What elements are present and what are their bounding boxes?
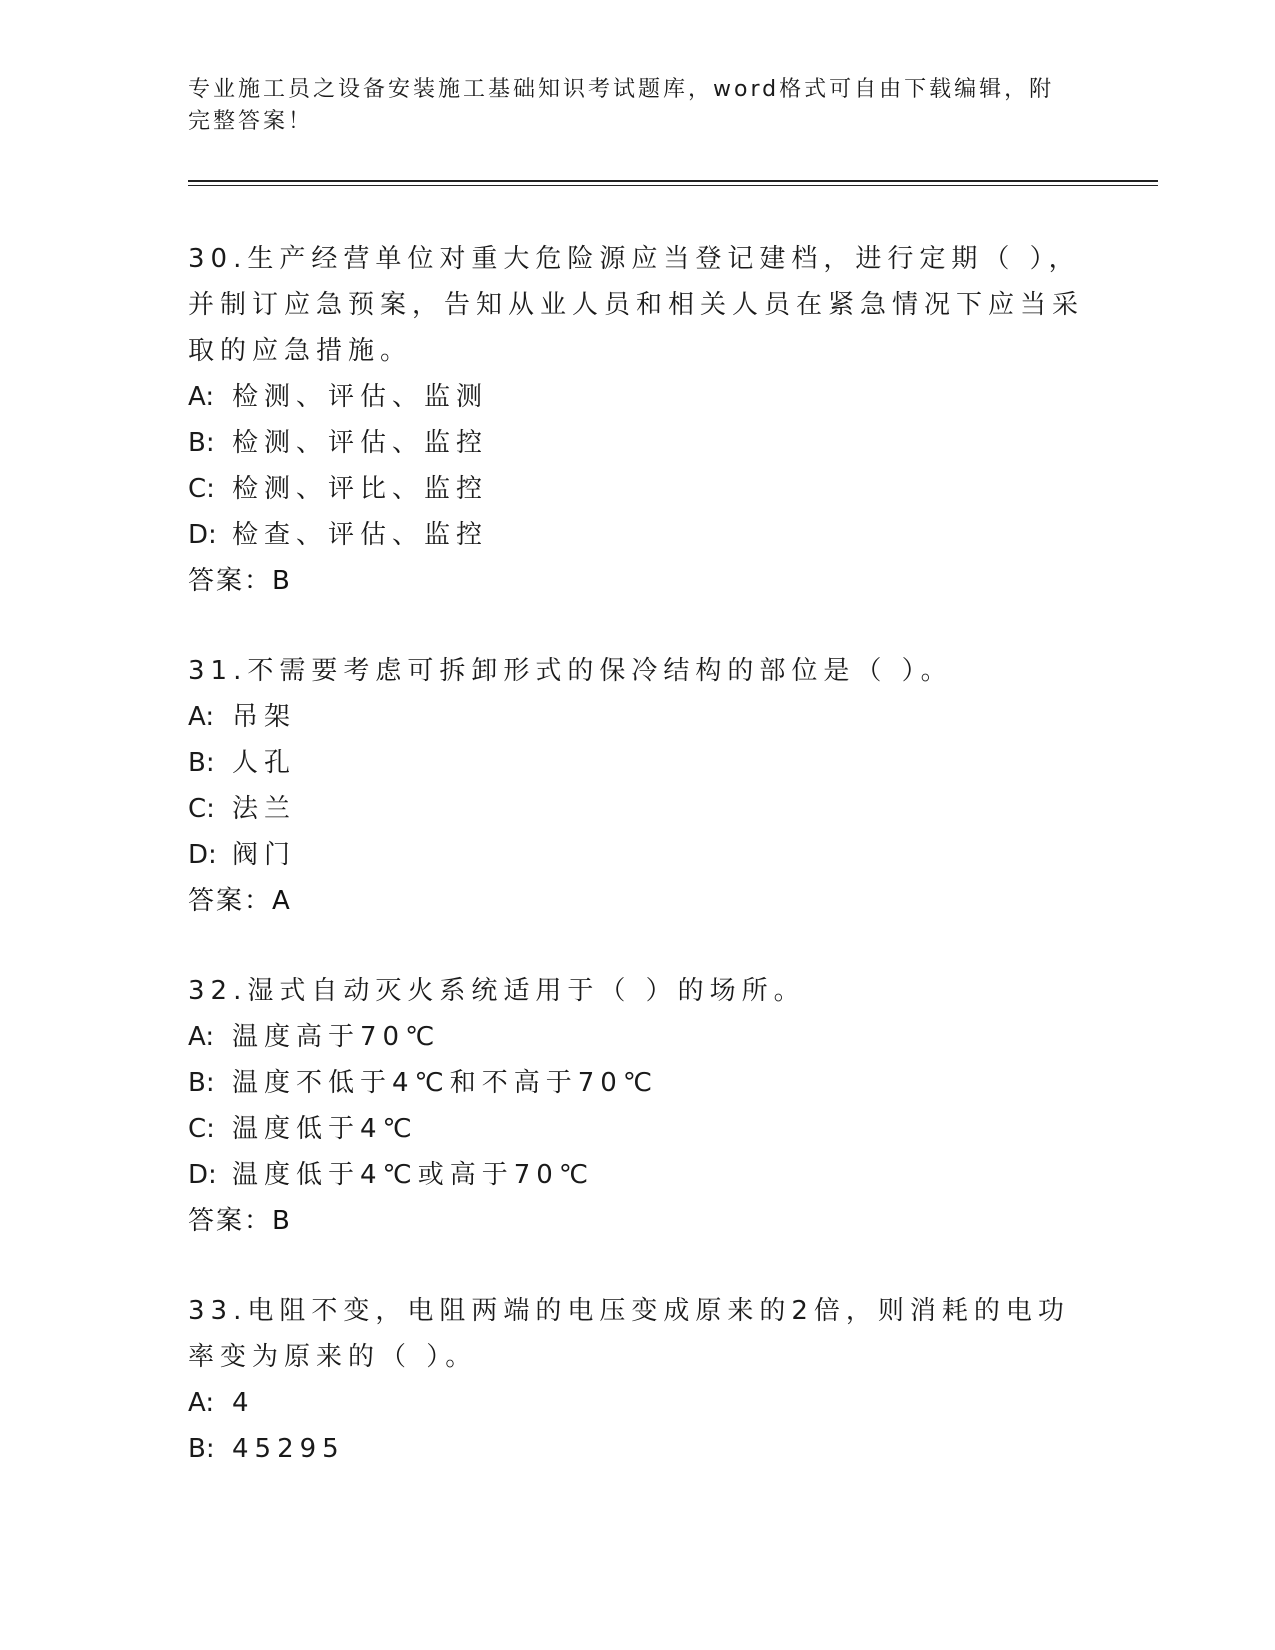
option-b — [188, 1060, 1088, 1106]
option-d — [188, 832, 1088, 878]
option-b — [188, 740, 1088, 786]
option-d — [188, 1152, 1088, 1198]
option-text: 阀门 — [232, 840, 297, 870]
option-text: 检测、评估、监控 — [232, 428, 489, 458]
question-text: 31.不需要考虑可拆卸形式的保冷结构的部位是（ ）。 — [188, 656, 953, 686]
header-divider-thin — [188, 185, 1158, 186]
question-31 — [188, 648, 1088, 924]
option-letter: C: — [188, 794, 215, 824]
option-a — [188, 1380, 1088, 1426]
option-c — [188, 786, 1088, 832]
option-letter: C: — [188, 1114, 215, 1144]
answer-line: 答案：B — [188, 1206, 292, 1236]
question-text: 30.生产经营单位对重大危险源应当登记建档，进行定期（ ），并制订应急预案，告知从业人员和相关人员在紧急情况下应当采取的应急措施。 — [188, 244, 1085, 366]
question-32 — [188, 968, 1088, 1244]
option-text: 检测、评估、监测 — [232, 382, 489, 412]
option-a — [188, 1014, 1088, 1060]
option-letter: A: — [188, 382, 215, 412]
option-a — [188, 374, 1088, 420]
option-text: 4 — [232, 1388, 255, 1418]
option-letter: D: — [188, 840, 217, 870]
option-c — [188, 1106, 1088, 1152]
option-letter: B: — [188, 748, 215, 778]
option-c — [188, 466, 1088, 512]
answer-line: 答案：A — [188, 886, 292, 916]
question-30 — [188, 236, 1088, 604]
option-letter: D: — [188, 520, 217, 550]
question-list — [188, 236, 1088, 1516]
option-letter: A: — [188, 1022, 215, 1052]
document-header: 专业施工员之设备安装施工基础知识考试题库，word格式可自由下载编辑，附完整答案！ — [188, 77, 1055, 134]
option-text: 检查、评估、监控 — [232, 520, 489, 550]
option-text: 法兰 — [232, 794, 297, 824]
option-b — [188, 1426, 1088, 1472]
option-letter: B: — [188, 1068, 215, 1098]
option-text: 吊架 — [232, 702, 297, 732]
question-33 — [188, 1288, 1088, 1472]
option-letter: C: — [188, 474, 215, 504]
question-text: 32.湿式自动灭火系统适用于（ ）的场所。 — [188, 976, 806, 1006]
option-text: 检测、评比、监控 — [232, 474, 489, 504]
option-text: 人孔 — [232, 748, 297, 778]
option-a — [188, 694, 1088, 740]
option-text: 45295 — [232, 1434, 345, 1464]
option-letter: A: — [188, 702, 215, 732]
header-divider-thick — [188, 180, 1158, 182]
option-text: 温度低于4℃或高于70℃ — [232, 1160, 595, 1190]
option-d — [188, 512, 1088, 558]
question-text: 33.电阻不变，电阻两端的电压变成原来的2倍，则消耗的电功率变为原来的（ ）。 — [188, 1296, 1070, 1372]
answer-line: 答案：B — [188, 566, 292, 596]
option-text: 温度低于4℃ — [232, 1114, 418, 1144]
option-letter: D: — [188, 1160, 217, 1190]
option-text: 温度高于70℃ — [232, 1022, 441, 1052]
option-b — [188, 420, 1088, 466]
option-letter: A: — [188, 1388, 215, 1418]
option-letter: B: — [188, 1434, 215, 1464]
option-text: 温度不低于4℃和不高于70℃ — [232, 1068, 659, 1098]
option-letter: B: — [188, 428, 215, 458]
